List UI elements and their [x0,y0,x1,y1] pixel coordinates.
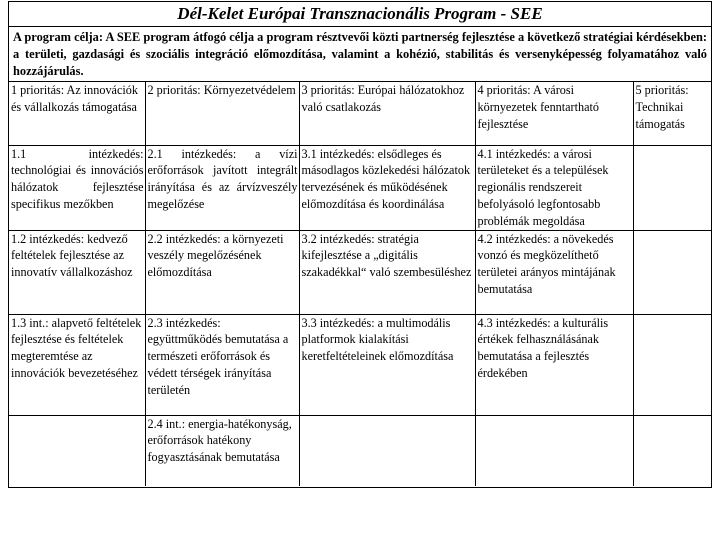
page-title: Dél-Kelet Európai Transznacionális Program - SEE [9,2,711,27]
measure-2-3-cell: 2.3 intézkedés: együttműködés bemutatása a természeti erőforrások és védett térségek irányítása területén [145,314,299,415]
priority-3-cell: 3 prioritás: Európai hálózatokhoz való csatlakozás [299,82,475,145]
program-goal-text: A program célja: A SEE program átfogó célja a program résztvevői közti partnerség fejlesztése a következő stratégiai kérdésekben: a területi, gazdasági és szociális integráció előmozdítása, valamint a kohézió, stabilitás és versenyképesség folyamatához való hozzájárulás. [9,27,711,82]
measure-1-3-cell: 1.3 int.: alapvető feltételek fejlesztése és feltételek megteremtése az innovációk bevezetéséhez [9,314,145,415]
measure-1-4-cell [9,415,145,486]
measures-row-3 [9,314,711,415]
measure-4-1-cell: 4.1 intézkedés: a városi területeket és a települések regionális rendszereit befolyásoló legfontosabb problémák megoldása [475,145,633,230]
priority-2-cell: 2 prioritás: Környezetvédelem [145,82,299,145]
measure-4-2-cell: 4.2 intézkedés: a növekedés vonzó és megközelíthető területei arányos mintájának bemutatása [475,230,633,314]
measure-3-3-cell: 3.3 intézkedés: a multimodális platformok kialakítási keretfeltételeinek előmozdítása [299,314,475,415]
measure-3-2-cell: 3.2 intézkedés: stratégia kifejlesztése a „digitális szakadékkal“ való szembesüléshez [299,230,475,314]
measures-row-4 [9,415,711,486]
priority-4-cell: 4 prioritás: A városi környezetek fenntartható fejlesztése [475,82,633,145]
measure-5-4-cell [633,415,711,486]
measure-3-1-cell: 3.1 intézkedés: elsődleges és másodlagos közlekedési hálózatok tervezésének és működésének előmozdítása és koordinálása [299,145,475,230]
measure-2-2-cell: 2.2 intézkedés: a környezeti veszély megelőzésének előmozdítása [145,230,299,314]
measures-row-1 [9,145,711,230]
measure-2-4-cell: 2.4 int.: energia-hatékonyság, erőforrások hatékony fogyasztásának bemutatása [145,415,299,486]
measure-5-1-cell [633,145,711,230]
document-frame [8,1,712,488]
priority-header-row [9,82,711,145]
priority-1-cell: 1 prioritás: Az innovációk és vállalkozás támogatása [9,82,145,145]
measures-row-2 [9,230,711,314]
priority-5-cell: 5 prioritás: Technikai támogatás [633,82,711,145]
measure-1-1-cell: 1.1 intézkedés: technológiai és innovációs hálózatok fejlesztése specifikus mezőkben [9,145,145,230]
priorities-table [9,82,711,486]
measure-5-3-cell [633,314,711,415]
measure-2-1-cell: 2.1 intézkedés: a vízi erőforrások javított integrált irányítása és az árvízveszély megelőzése [145,145,299,230]
measure-4-3-cell: 4.3 intézkedés: a kulturális értékek felhasználásának bemutatása a fejlesztés érdekében [475,314,633,415]
measure-5-2-cell [633,230,711,314]
measure-4-4-cell [475,415,633,486]
measure-1-2-cell: 1.2 intézkedés: kedvező feltételek fejlesztése az innovatív vállalkozáshoz [9,230,145,314]
measure-3-4-cell [299,415,475,486]
